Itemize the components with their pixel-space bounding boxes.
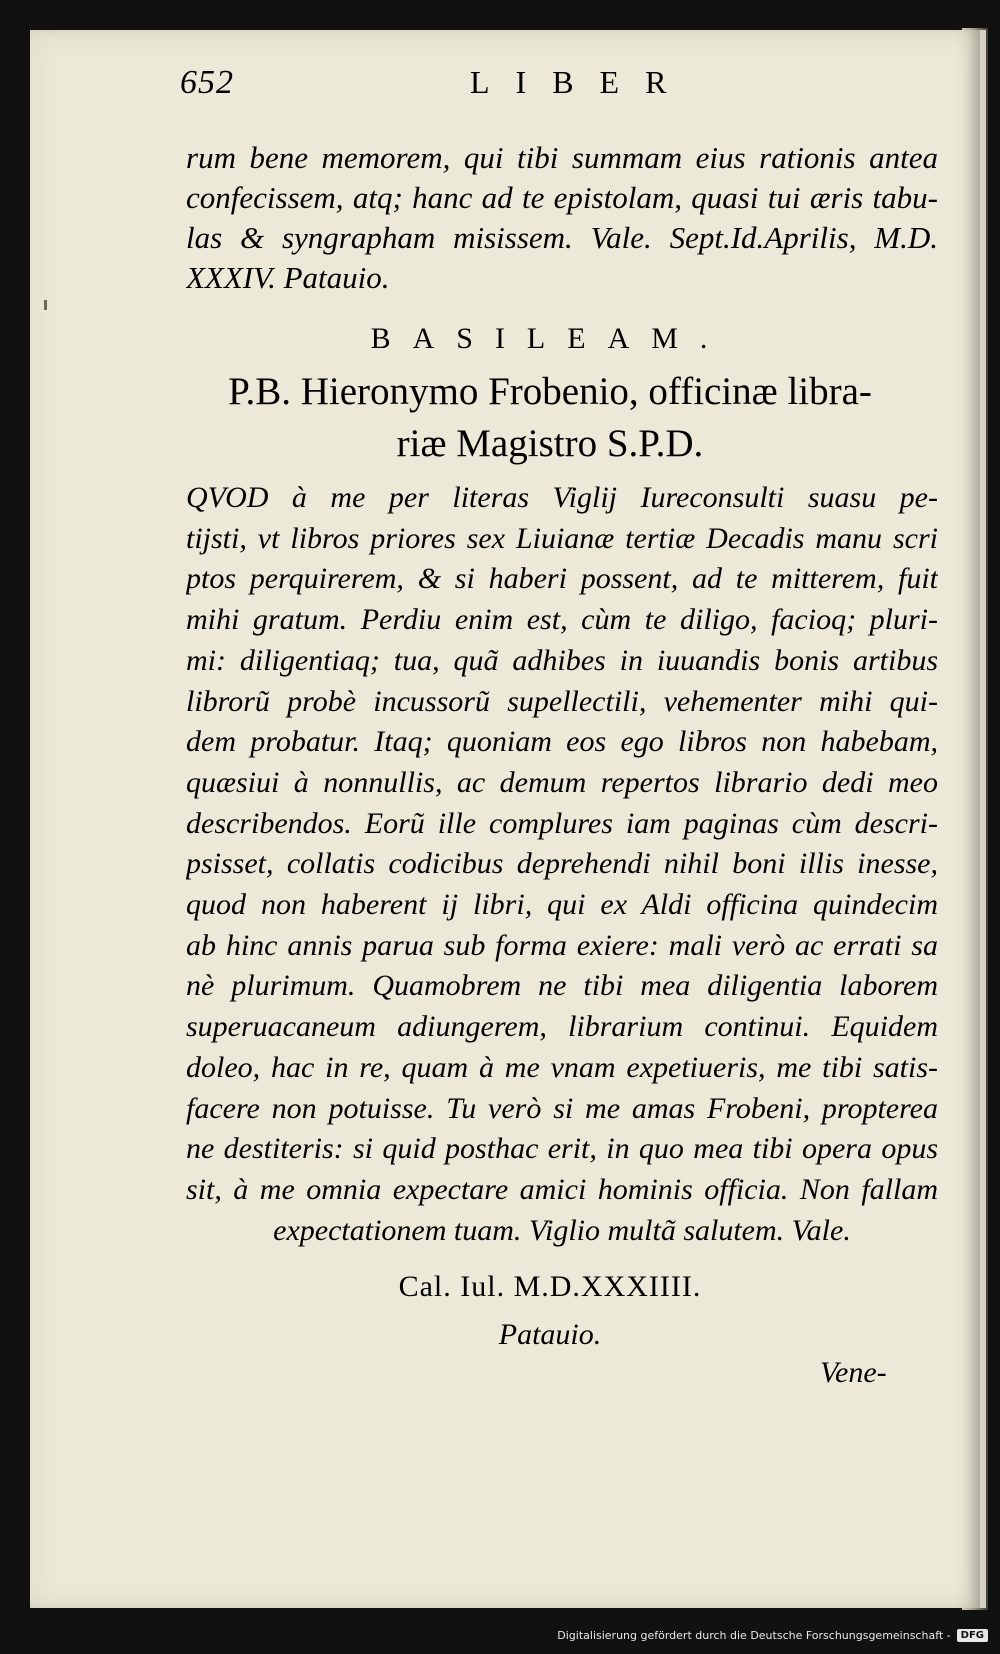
text-line: sit, à me omnia expectare amici hominis officia. Non fallam — [186, 1172, 938, 1206]
text-line: librorũ probè incussorũ supellectili, vehementer mihi qui- — [186, 684, 938, 718]
salutation-line: P.B. Hieronymo Frobenio, officinæ libra- — [228, 370, 872, 413]
salutation-line: riæ Magistro S.P.D. — [396, 422, 704, 465]
letter-place: Patauio. — [498, 1318, 602, 1351]
text-line: QVOD à me per literas Viglij Iureconsulti suasu pe- — [186, 481, 938, 514]
text-line: doleo, hac in re, quam à me vnam expetiueris, me tibi satis- — [186, 1050, 938, 1084]
text-line: facere non potuisse. Tu verò si me amas Frobeni, propterea — [186, 1091, 938, 1125]
text-line: nè plurimum. Quamobrem ne tibi mea diligentia laborem — [186, 969, 938, 1003]
ink-mark — [44, 300, 47, 310]
text-line: mi: diligentiaq; tua, quã adhibes in iuuandis bonis artibus — [186, 643, 938, 677]
text-line: dem probatur. Itaq; quoniam eos ego libros non habebam, — [186, 725, 938, 759]
digitization-footer — [557, 1622, 988, 1648]
letter-recipient: BASILEAM. — [370, 322, 730, 355]
text-line: ptos perquirerem, & si haberi possent, ad te mitterem, fuit — [186, 562, 938, 596]
page-header — [150, 64, 950, 124]
text-line: XXXIV. Patauio. — [186, 260, 390, 295]
page-number: 652 — [180, 64, 234, 101]
text-line: mihi gratum. Perdiu enim est, cùm te diligo, facioq; pluri- — [186, 603, 938, 637]
text-line: quod non haberent ij libri, qui ex Aldi officina quindecim — [186, 888, 938, 922]
footer-credit: Digitalisierung gefördert durch die Deutsche Forschungsgemeinschaft - — [557, 1628, 951, 1642]
text-line: tijsti, vt libros priores sex Liuianæ tertiæ Decadis manu scri — [186, 521, 938, 555]
text-line: psisset, collatis codicibus deprehendi nihil boni illis inesse, — [186, 847, 938, 881]
text-line: superuacaneum adiungerem, librarium continui. Equidem — [186, 1010, 938, 1044]
text-line: describendos. Eorũ ille complures iam paginas cùm descri- — [186, 806, 938, 840]
dfg-logo: DFG — [957, 1629, 988, 1642]
letter-date: Cal. Iul. M.D.XXXIIII. — [398, 1270, 702, 1303]
text-line: confecissem, atq; hanc ad te epistolam, quasi tui æris tabu- — [186, 180, 938, 215]
text-line: quæsiui à nonnullis, ac demum repertos librario dedi meo — [186, 765, 938, 799]
letter-body — [186, 478, 938, 1251]
text-line: ab hinc annis parua sub forma exiere: mali verò ac errati sa — [186, 928, 938, 962]
text-line: ne destiteris: si quid posthac erit, in quo mea tibi opera opus — [186, 1132, 938, 1166]
letter-salutation — [150, 366, 950, 470]
text-line: rum bene memorem, qui tibi summam eius rationis antea — [186, 140, 938, 175]
text-line: las & syngrapham misissem. Vale. Sept.Id.Aprilis, M.D. — [186, 220, 938, 255]
previous-letter-closing — [186, 138, 938, 298]
running-head: LIBER — [470, 64, 693, 100]
text-line: expectationem tuam. Viglio multã salutem. Vale. — [273, 1213, 851, 1247]
catchword: Vene- — [820, 1356, 887, 1389]
